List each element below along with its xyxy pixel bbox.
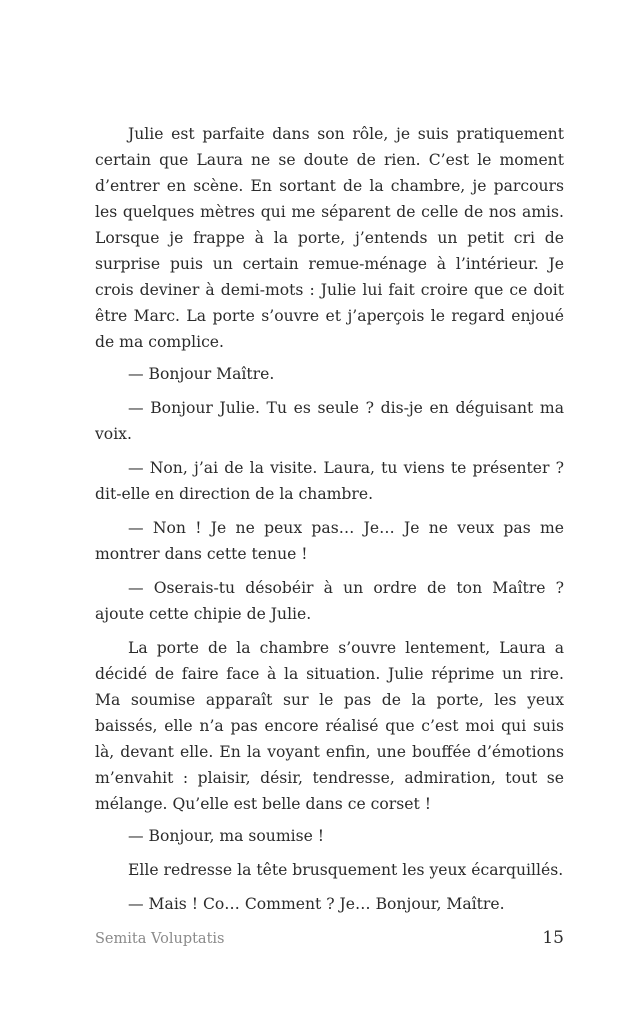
paragraph-dialogue-7: — Mais ! Co… Comment ? Je… Bonjour, Maître.: [128, 895, 505, 913]
paragraph-dialogue-5: — Oserais-tu désobéir à un ordre de ton Maître ? ajoute cette chipie de Julie.: [95, 579, 564, 623]
paragraph-dialogue-6: — Bonjour, ma soumise !: [128, 827, 325, 845]
page-number: 15: [542, 928, 564, 948]
body-text: [95, 121, 564, 925]
paragraph-dialogue-1: — Bonjour Maître.: [128, 365, 275, 383]
paragraph-narration-3: Elle redresse la tête brusquement les yeux écarquillés.: [128, 861, 564, 879]
page-footer: [95, 928, 564, 948]
book-title: Semita Voluptatis: [95, 931, 225, 947]
paragraph-dialogue-3: — Non, j’ai de la visite. Laura, tu viens te présenter ? dit-elle en direction de la chambre.: [95, 459, 564, 503]
paragraph-narration-1: Julie est parfaite dans son rôle, je suis pratiquement certain que Laura ne se doute de rien. C’est le moment d’entrer en scène. En sortant de la chambre, je parcours les quelques mètres qui me séparent de celle de nos amis. Lorsque je frappe à la porte, j’entends un petit cri de surprise puis un certain remue-ménage à l’intérieur. Je crois deviner à demi-mots : Julie lui fait croire que ce doit être Marc. La porte s’ouvre et j’aperçois le regard enjoué de ma complice.: [95, 125, 564, 351]
paragraph-dialogue-4: — Non ! Je ne peux pas… Je… Je ne veux pas me montrer dans cette tenue !: [95, 519, 564, 563]
paragraph-dialogue-2: — Bonjour Julie. Tu es seule ? dis-je en déguisant ma voix.: [95, 399, 564, 443]
paragraph-narration-2: La porte de la chambre s’ouvre lentement, Laura a décidé de faire face à la situation. Julie réprime un rire. Ma soumise apparaît sur le pas de la porte, les yeux baissés, elle n’a pas encore réalisé que c’est moi qui suis là, devant elle. En la voyant enfin, une bouffée d’émotions m’envahit : plaisir, désir, tendresse, admiration, tout se mélange. Qu’elle est belle dans ce corset !: [95, 639, 564, 813]
